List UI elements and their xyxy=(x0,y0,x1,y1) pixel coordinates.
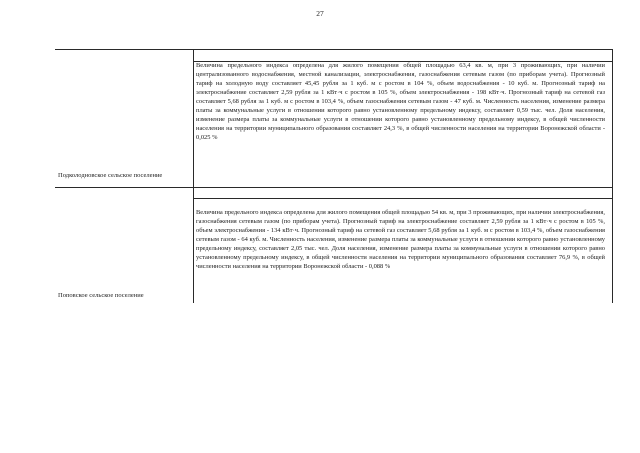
column-divider xyxy=(193,49,194,303)
settlement-name: Поповское сельское поселение xyxy=(58,292,144,299)
page-number: 27 xyxy=(316,9,324,18)
row-2-top-border xyxy=(194,198,613,199)
index-description: Величина предельного индекса определена для жилого помещения общей площадью 54 кв. м, при 3 проживающих, при наличии электроснабжения, газоснабжения сетевым газом (по приборам учета). Прогнозный тариф на электроснабжение составляет 2,59 рубля за 1 кВт·ч с ростом в 105 %, объем электроснабжения - 134 кВт·ч. Прогнозный тариф на сетевой газ составляет 5,68 рубля за 1 куб. м с ростом в 103,4 %, объем газоснабжения сетевым газом - 64 куб. м. Численность населения, изменение размера платы за коммунальные услуги в отношении которого равно установленному предельному индексу, составляет 2,05 тыс. чел. Доля населения, изменение размера платы за коммунальные услуги в отношении которого равно установленному предельному индексу, в общей численности населения на территории муниципального образования составляет 76,9 %, в общей численности населения на территории Воронежской области - 0,088 % xyxy=(196,209,605,271)
settlement-name: Подколодновское сельское поселение xyxy=(58,172,163,179)
table-right-border xyxy=(612,49,613,303)
index-description: Величина предельного индекса определена для жилого помещения общей площадью 63,4 кв. м, при 3 проживающих, при наличии централизованного водоснабжения, местной канализации, электроснабжения, газоснабжения сетевым газом (по приборам учета). Прогнозный тариф на холодную воду составляет 45,45 рубля за 1 куб. м с ростом в 104 %, объем водоснабжения - 10 куб. м. Прогнозный тариф на электроснабжение составляет 2,59 рубля за 1 кВт·ч с ростом в 105 %, объем электроснабжения - 198 кВт·ч. Прогнозный тариф на сетевой газ составляет 5,68 рубля за 1 куб. м с ростом в 103,4 %, объем газоснабжения сетевым газом - 47 куб. м. Численность населения, изменение размера платы за коммунальные услуги в отношении которого равно установленному предельному индексу, составляет 0,59 тыс. чел. Доля населения, изменение размера платы за коммунальные услуги в отношении которого равно установленному предельному индексу, в общей численности населения на территории муниципального образования составляет 24,3 %, в общей численности населения на территории Воронежской области - 0,025 % xyxy=(196,62,605,142)
row-divider xyxy=(55,187,613,188)
table-top-border xyxy=(55,49,613,50)
